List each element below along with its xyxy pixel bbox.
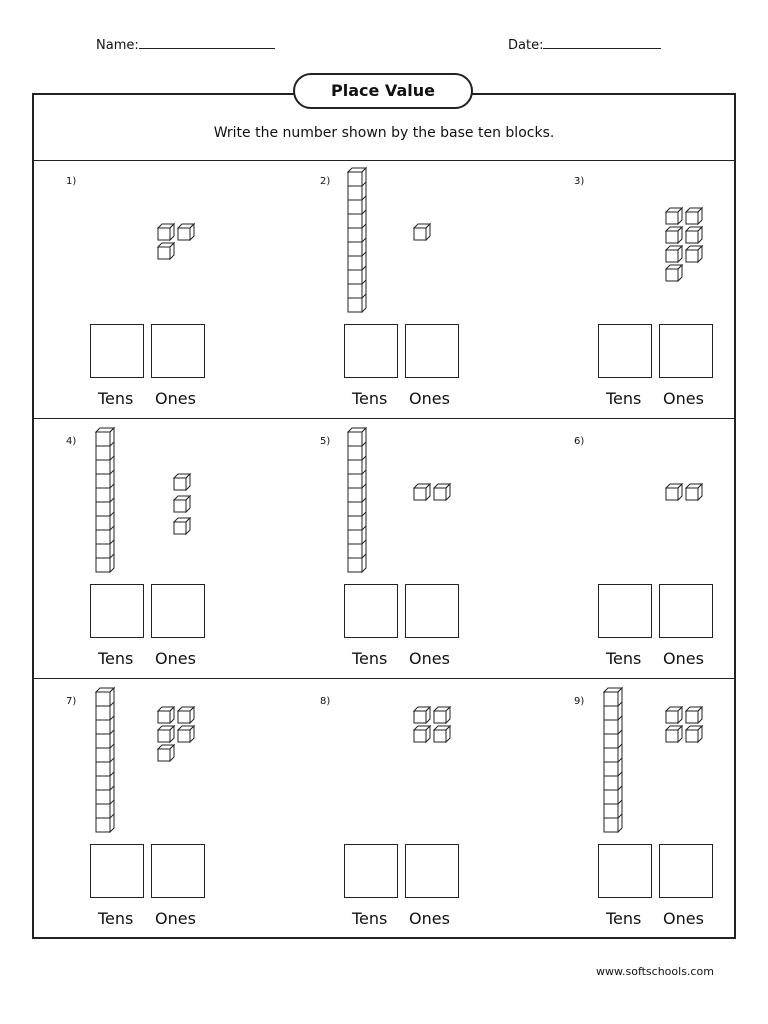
ones-cube [158, 726, 174, 742]
tens-label: Tens [606, 909, 642, 928]
ones-cube [158, 707, 174, 723]
problem-number: 1) [66, 176, 77, 187]
ones-label: Ones [409, 649, 450, 668]
problem-number: 8) [320, 696, 331, 707]
tens-label: Tens [352, 909, 388, 928]
ones-cube [158, 243, 174, 259]
ones-label: Ones [409, 389, 450, 408]
tens-label: Tens [98, 909, 134, 928]
ones-cube [414, 224, 430, 240]
problem-number: 6) [574, 436, 585, 447]
problem-number: 5) [320, 436, 331, 447]
instruction-text: Write the number shown by the base ten blocks. [213, 125, 555, 141]
ones-cube [158, 224, 174, 240]
ones-cube [686, 246, 702, 262]
ones-label: Ones [663, 389, 704, 408]
ones-cube [666, 265, 682, 281]
problem-number: 7) [66, 696, 77, 707]
tens-label: Tens [98, 649, 134, 668]
ones-cube [686, 484, 702, 500]
tens-label: Tens [606, 649, 642, 668]
ones-cube [158, 745, 174, 761]
tens-label: Tens [352, 389, 388, 408]
ones-cube [686, 726, 702, 742]
ones-cube [434, 484, 450, 500]
ones-cube [414, 707, 430, 723]
ones-cube [666, 484, 682, 500]
ones-cube [686, 227, 702, 243]
tens-label: Tens [98, 389, 134, 408]
ones-cube [178, 726, 194, 742]
ones-cube [666, 726, 682, 742]
ones-cube [666, 208, 682, 224]
tens-rod [96, 428, 114, 572]
problem-number: 4) [66, 436, 77, 447]
name-label: Name: [96, 38, 139, 53]
ones-cube [434, 707, 450, 723]
ones-cube [686, 208, 702, 224]
problem-number: 3) [574, 176, 585, 187]
ones-label: Ones [155, 649, 196, 668]
ones-cube [666, 707, 682, 723]
ones-label: Ones [663, 909, 704, 928]
ones-cube [414, 726, 430, 742]
ones-cube [434, 726, 450, 742]
ones-label: Ones [409, 909, 450, 928]
problem-number: 9) [574, 696, 585, 707]
ones-label: Ones [155, 909, 196, 928]
tens-rod [604, 688, 622, 832]
ones-label: Ones [663, 649, 704, 668]
ones-cube [174, 496, 190, 512]
ones-cube [174, 474, 190, 490]
date-label: Date: [508, 38, 544, 53]
ones-cube [666, 227, 682, 243]
tens-label: Tens [606, 389, 642, 408]
ones-cube [178, 224, 194, 240]
footer-url: www.softschools.com [596, 965, 714, 978]
ones-cube [414, 484, 430, 500]
ones-cube [666, 246, 682, 262]
tens-label: Tens [352, 649, 388, 668]
ones-label: Ones [155, 389, 196, 408]
ones-cube [686, 707, 702, 723]
ones-cube [174, 518, 190, 534]
worksheet-title: Place Value [293, 73, 473, 109]
tens-rod [348, 168, 366, 312]
problem-number: 2) [320, 176, 331, 187]
tens-rod [96, 688, 114, 832]
tens-rod [348, 428, 366, 572]
ones-cube [178, 707, 194, 723]
